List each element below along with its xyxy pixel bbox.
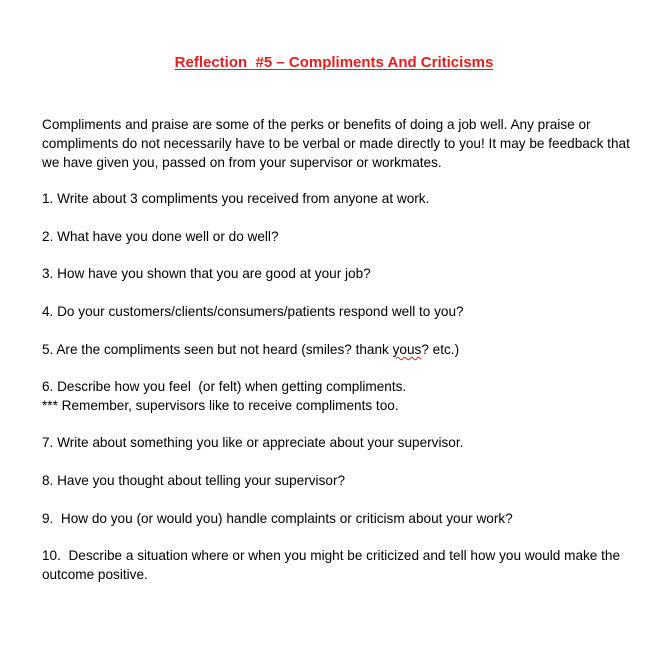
question-4: 4. Do your customers/clients/consumers/patients respond well to you?	[42, 304, 464, 319]
spellcheck-flagged-word: yous	[392, 342, 422, 357]
question-5	[42, 340, 632, 359]
question-2: 2. What have you done well or do well?	[42, 229, 279, 244]
question-5-start: 5. Are the compliments seen but not heard (smiles? thank	[42, 342, 393, 357]
question-6-note: *** Remember, supervisors like to receive compliments too.	[42, 398, 399, 413]
question-3: 3. How have you shown that you are good at your job?	[42, 266, 371, 281]
question-10: 10. Describe a situation where or when you might be criticized and tell how you would make the outcome positive.	[42, 548, 624, 582]
question-6: 6. Describe how you feel (or felt) when getting compliments.	[42, 379, 407, 394]
question-8: 8. Have you thought about telling your supervisor?	[42, 473, 346, 488]
intro-paragraph: Compliments and praise are some of the perks or benefits of doing a job well. Any praise or compliments do not necessarily have to be verbal or made directly to you! It may be feedback that we have given you, passed on from your supervisor or workmates.	[42, 117, 634, 170]
question-5-end: ? etc.)	[421, 342, 460, 357]
document-title: Reflection #5 – Compliments And Criticisms	[174, 54, 494, 71]
question-7: 7. Write about something you like or appreciate about your supervisor.	[42, 435, 464, 450]
question-1: 1. Write about 3 compliments you received from anyone at work.	[42, 191, 430, 206]
question-9: 9. How do you (or would you) handle complaints or criticism about your work?	[42, 511, 513, 526]
